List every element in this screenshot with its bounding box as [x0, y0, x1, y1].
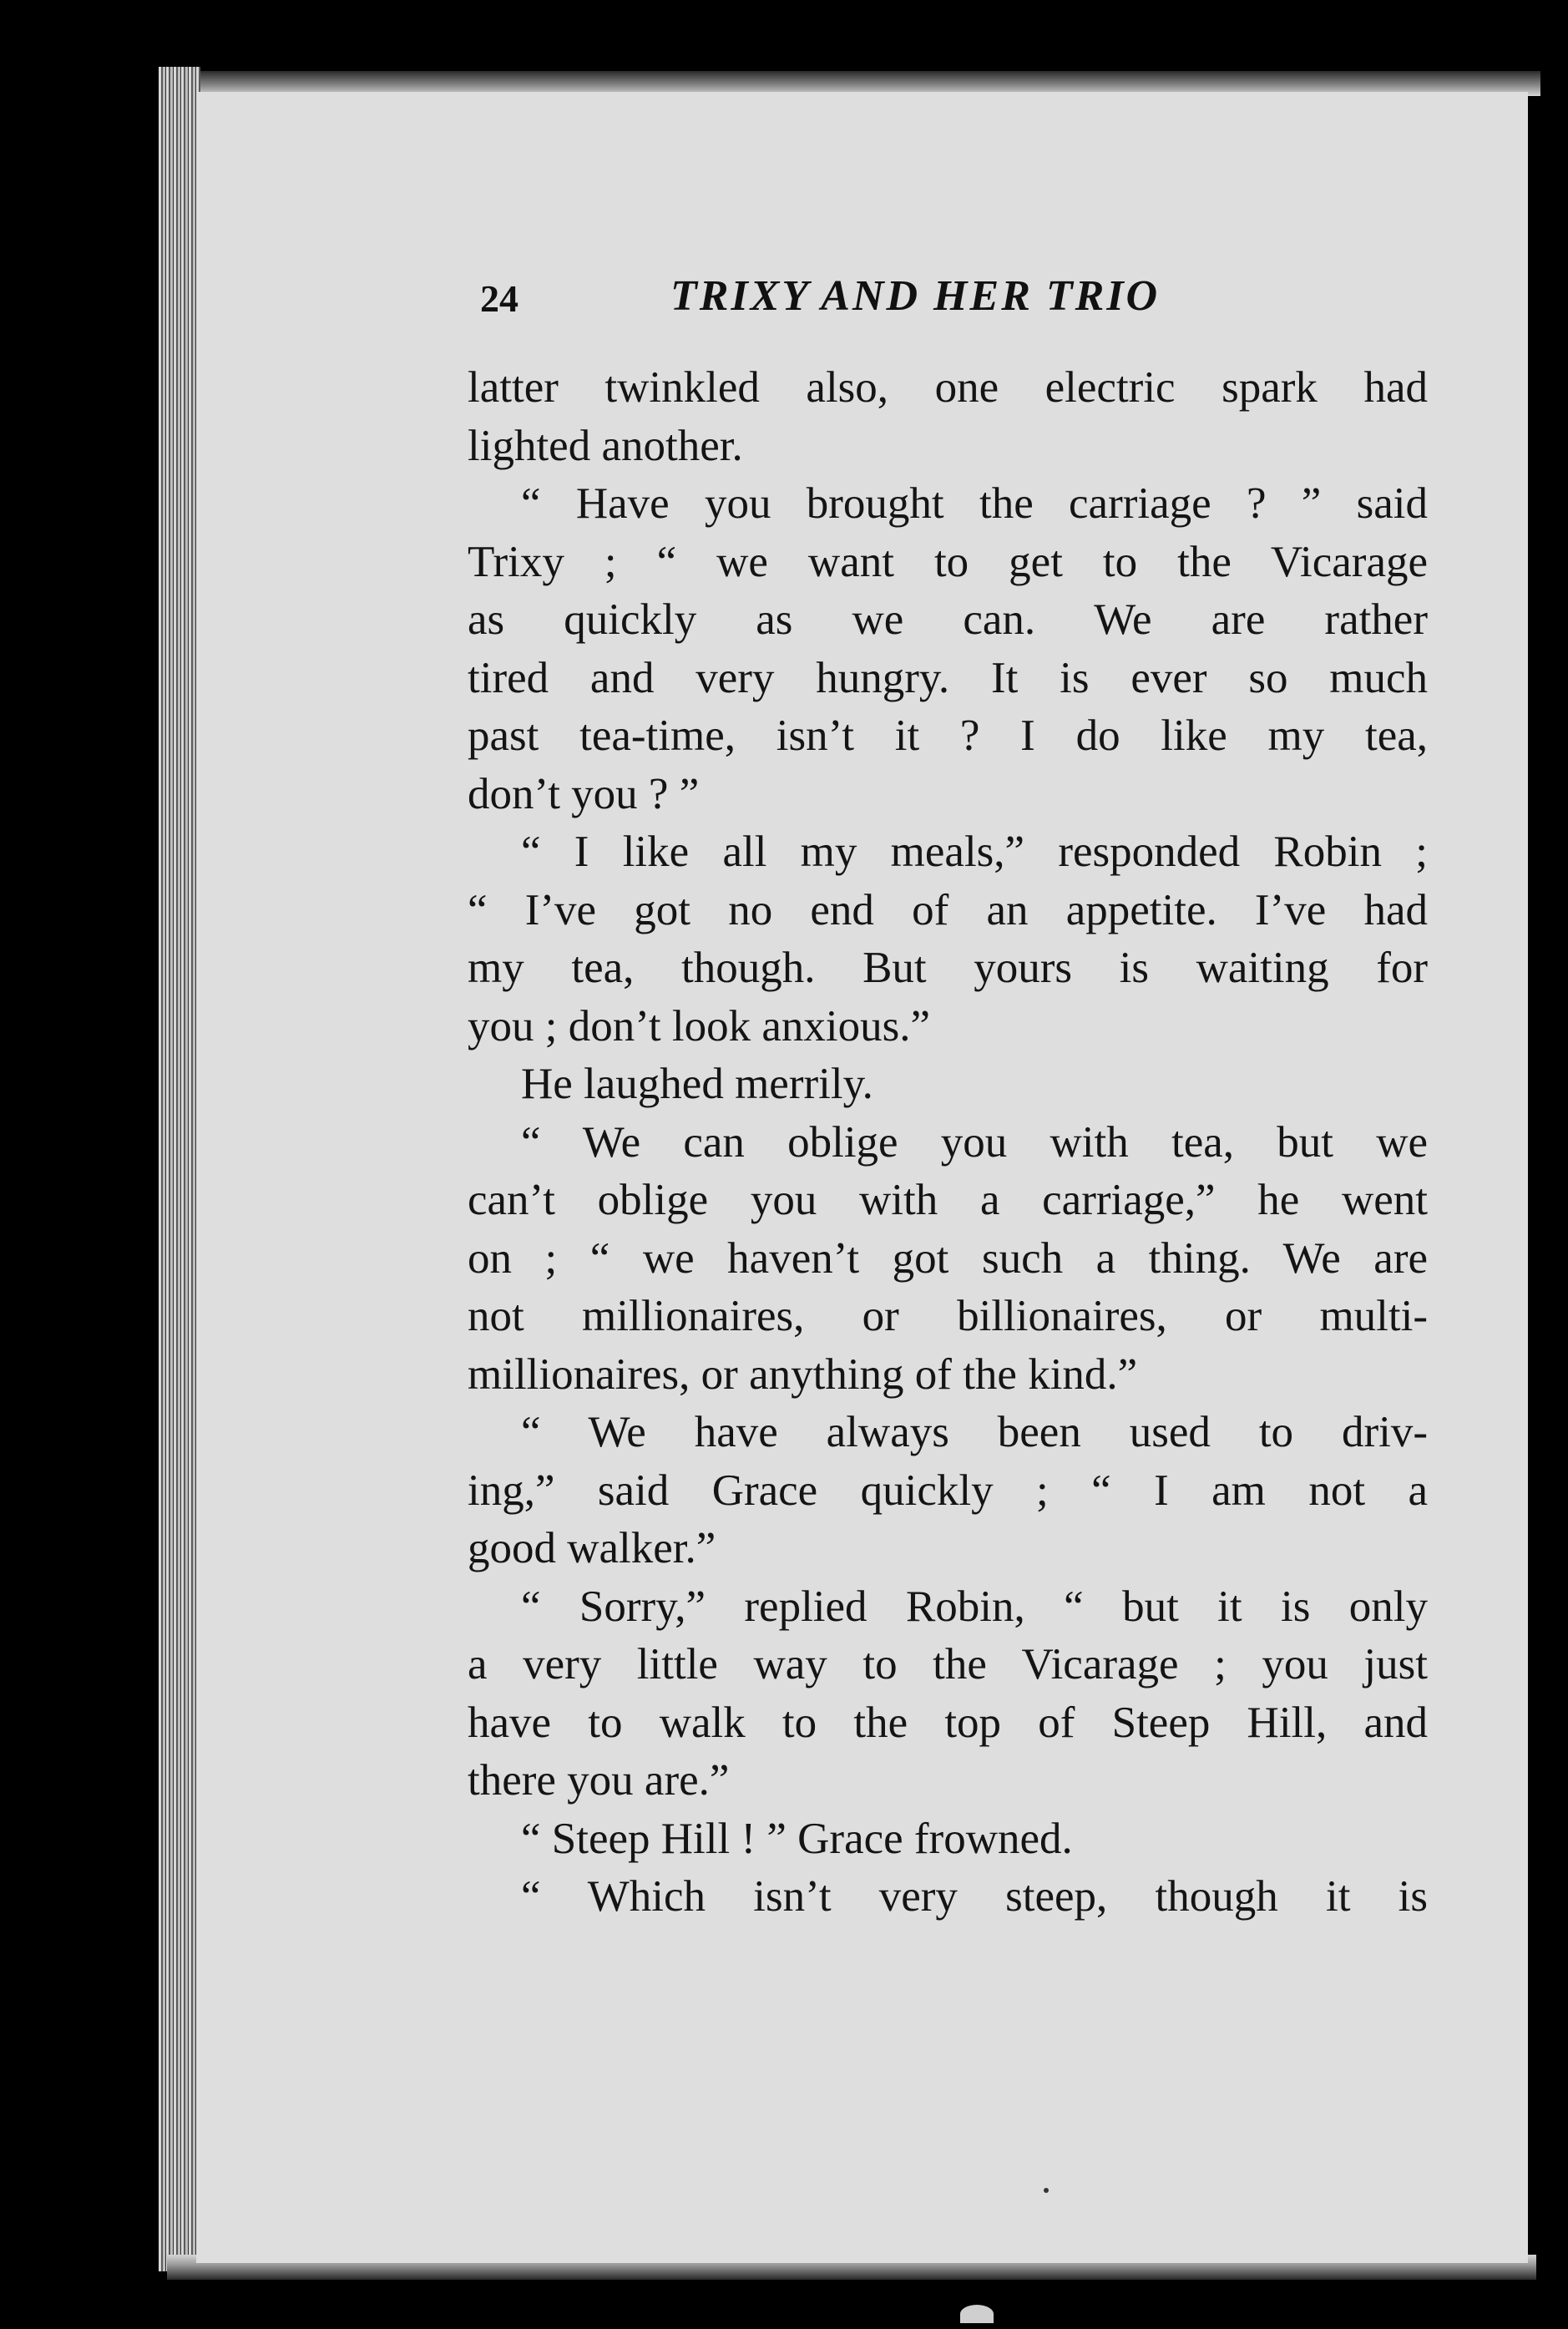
- text-line: He laughed merrily.: [521, 1060, 873, 1108]
- text-line: past tea-time, isn’t it ? I do like my tea,: [468, 711, 1428, 760]
- text-line: “ Sorry,” replied Robin, “ but it is only: [521, 1582, 1428, 1631]
- text-line: “ I’ve got no end of an appetite. I’ve had: [468, 885, 1428, 934]
- running-head: [480, 271, 1265, 330]
- text-line: “ Have you brought the carriage ? ” said: [521, 479, 1428, 528]
- text-line: “ I like all my meals,” responded Robin ;: [521, 828, 1428, 876]
- scan-mark: [960, 2305, 994, 2323]
- text-line: Trixy ; “ we want to get to the Vicarage: [468, 537, 1428, 586]
- text-line: there you are.”: [468, 1756, 730, 1805]
- text-line: ing,” said Grace quickly ; “ I am not a: [468, 1466, 1428, 1515]
- text-line: you ; don’t look anxious.”: [468, 1001, 931, 1051]
- text-line: lighted another.: [468, 421, 743, 470]
- body-text: [468, 359, 1428, 1926]
- book-title: TRIXY AND HER TRIO: [670, 272, 1161, 320]
- text-line: “ We have always been used to driv-: [521, 1408, 1428, 1456]
- text-line: “ Which isn’t very steep, though it is: [521, 1872, 1428, 1921]
- text-line: good walker.”: [468, 1524, 716, 1572]
- text-line: “ We can oblige you with tea, but we: [521, 1117, 1428, 1167]
- text-line: can’t oblige you with a carriage,” he went: [468, 1176, 1428, 1224]
- text-line: don’t you ? ”: [468, 769, 700, 818]
- text-line: on ; “ we haven’t got such a thing. We are: [468, 1233, 1428, 1283]
- page-edges: [159, 67, 200, 2271]
- text-line: have to walk to the top of Steep Hill, and: [468, 1698, 1428, 1747]
- text-line: my tea, though. But yours is waiting for: [468, 944, 1428, 992]
- text-line: as quickly as we can. We are rather: [468, 595, 1428, 644]
- text-line: millionaires, or anything of the kind.”: [468, 1349, 1138, 1399]
- text-line: a very little way to the Vicarage ; you just: [468, 1640, 1428, 1689]
- page-number: 24: [480, 277, 518, 320]
- text-line: not millionaires, or billionaires, or multi-: [468, 1292, 1428, 1340]
- stray-dot: [1044, 2188, 1049, 2193]
- text-line: “ Steep Hill ! ” Grace frowned.: [521, 1814, 1073, 1863]
- text-line: tired and very hungry. It is ever so much: [468, 653, 1428, 702]
- text-line: latter twinkled also, one electric spark had: [468, 363, 1428, 412]
